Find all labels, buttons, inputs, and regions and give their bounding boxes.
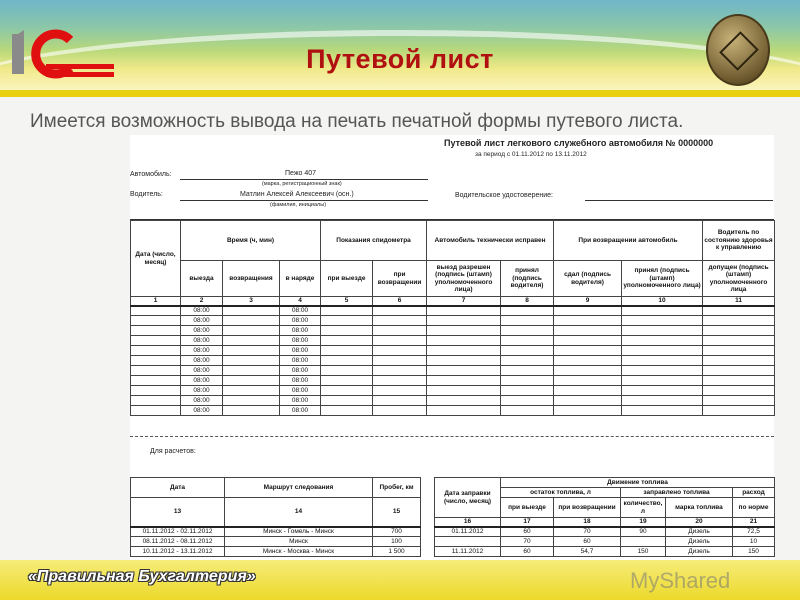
time-cell: 08:00 [181, 316, 223, 326]
subheader: по норме [733, 498, 775, 518]
time-cell: 08:00 [280, 316, 321, 326]
fuel-cell: 01.11.2012 [435, 527, 501, 537]
table-row [435, 527, 775, 537]
empty-cell [554, 366, 622, 376]
column-number: 5 [321, 297, 373, 306]
empty-cell [703, 396, 775, 406]
empty-cell [622, 406, 703, 416]
fuel-cell: 10 [733, 537, 775, 547]
empty-cell [501, 336, 554, 346]
column-number: 19 [621, 518, 666, 527]
empty-cell [501, 326, 554, 336]
column-number: 9 [554, 297, 622, 306]
empty-cell [373, 306, 427, 316]
empty-cell [373, 406, 427, 416]
time-cell: 08:00 [280, 396, 321, 406]
empty-cell [554, 306, 622, 316]
license-label: Водительское удостоверение: [455, 192, 553, 199]
time-cell: 08:00 [181, 356, 223, 366]
empty-cell [703, 406, 775, 416]
empty-cell [622, 396, 703, 406]
fuel-cell: 11.11.2012 [435, 547, 501, 557]
time-cell: 08:00 [181, 396, 223, 406]
fuel-cell: 54,7 [554, 547, 621, 557]
empty-cell [131, 306, 181, 316]
driver-label: Водитель: [130, 191, 163, 198]
car-hint: (марка, регистрационный знак) [262, 181, 342, 187]
route-cell: 1 500 [373, 547, 421, 557]
subheader: принял (подпись водителя) [501, 261, 554, 297]
subheader: при возвращении [373, 261, 427, 297]
empty-cell [622, 306, 703, 316]
table-row [131, 346, 775, 356]
subheader: возвращения [223, 261, 280, 297]
time-cell: 08:00 [181, 366, 223, 376]
empty-cell [373, 396, 427, 406]
route-header: Маршрут следования [225, 478, 373, 498]
empty-cell [501, 356, 554, 366]
empty-cell [223, 386, 280, 396]
empty-cell [131, 336, 181, 346]
empty-cell [131, 386, 181, 396]
time-cell: 08:00 [181, 336, 223, 346]
fuel-cell: 150 [621, 547, 666, 557]
column-number: 10 [622, 297, 703, 306]
empty-cell [321, 346, 373, 356]
empty-cell [321, 316, 373, 326]
empty-cell [131, 366, 181, 376]
empty-cell [373, 316, 427, 326]
empty-cell [131, 396, 181, 406]
route-cell: 10.11.2012 - 13.11.2012 [131, 547, 225, 557]
empty-cell [703, 386, 775, 396]
lead-text: Имеется возможность вывода на печать печатной формы путевого листа. [30, 111, 684, 132]
empty-cell [321, 306, 373, 316]
route-cell: 700 [373, 527, 421, 537]
fuel-cell: 70 [501, 537, 554, 547]
empty-cell [321, 396, 373, 406]
empty-cell [373, 326, 427, 336]
empty-cell [321, 386, 373, 396]
empty-cell [622, 386, 703, 396]
subheader: допущен (подпись (штамп) уполномоченного лица [703, 261, 775, 297]
table-row [131, 336, 775, 346]
column-number: 6 [373, 297, 427, 306]
empty-cell [427, 306, 501, 316]
empty-cell [622, 326, 703, 336]
time-cell: 08:00 [181, 346, 223, 356]
calc-label: Для расчетов: [150, 448, 196, 455]
subheader: в наряде [280, 261, 321, 297]
empty-cell [501, 366, 554, 376]
car-label: Автомобиль: [130, 171, 172, 178]
empty-cell [373, 376, 427, 386]
column-number: 14 [225, 498, 373, 527]
empty-cell [554, 406, 622, 416]
empty-cell [131, 406, 181, 416]
table-row [131, 326, 775, 336]
route-cell: Минск [225, 537, 373, 547]
column-number: 8 [501, 297, 554, 306]
empty-cell [622, 366, 703, 376]
subheader: выезда [181, 261, 223, 297]
empty-cell [554, 316, 622, 326]
empty-cell [554, 346, 622, 356]
table-row [131, 527, 421, 537]
empty-cell [373, 366, 427, 376]
fuel-cell: 60 [501, 547, 554, 557]
route-cell: 01.11.2012 - 02.11.2012 [131, 527, 225, 537]
table-row [131, 376, 775, 386]
time-cell: 08:00 [181, 326, 223, 336]
empty-cell [131, 376, 181, 386]
empty-cell [703, 346, 775, 356]
empty-cell [554, 356, 622, 366]
time-cell: 08:00 [280, 346, 321, 356]
doc-heading: Путевой лист легкового служебного автомобиля № 0000000 [444, 138, 714, 148]
empty-cell [501, 406, 554, 416]
header-refuel-date: Дата заправки (число, месяц) [435, 478, 501, 518]
empty-cell [703, 336, 775, 346]
table-row [131, 316, 775, 326]
empty-cell [501, 376, 554, 386]
column-number: 7 [427, 297, 501, 306]
empty-cell [622, 376, 703, 386]
header-speedometer: Показания спидометра [321, 221, 427, 261]
subheader: количество, л [621, 498, 666, 518]
column-number: 16 [435, 518, 501, 527]
watermark: MyShared [630, 568, 731, 593]
empty-cell [501, 306, 554, 316]
empty-cell [427, 316, 501, 326]
footer-brand: «Правильная Бухгалтерия» [28, 568, 256, 585]
column-number: 3 [223, 297, 280, 306]
header-return: При возвращении автомобиль [554, 221, 703, 261]
empty-cell [554, 376, 622, 386]
empty-cell [427, 386, 501, 396]
empty-cell [622, 346, 703, 356]
empty-cell [622, 356, 703, 366]
fuel-cell: 60 [501, 527, 554, 537]
subheader: сдал (подпись водителя) [554, 261, 622, 297]
fuel-cell [621, 537, 666, 547]
fuel-cell: 90 [621, 527, 666, 537]
header-time: Время (ч, мин) [181, 221, 321, 261]
empty-cell [554, 336, 622, 346]
route-header: Дата [131, 478, 225, 498]
empty-cell [703, 356, 775, 366]
header-fuel-rest: остаток топлива, л [501, 488, 621, 498]
empty-cell [427, 366, 501, 376]
fuel-table [434, 477, 775, 557]
empty-cell [622, 336, 703, 346]
empty-cell [427, 326, 501, 336]
empty-cell [427, 376, 501, 386]
empty-cell [554, 396, 622, 406]
main-table [130, 220, 775, 416]
column-number: 20 [666, 518, 733, 527]
empty-cell [321, 366, 373, 376]
empty-cell [223, 366, 280, 376]
empty-cell [223, 316, 280, 326]
subheader: при выезде [501, 498, 554, 518]
column-number: 15 [373, 498, 421, 527]
empty-cell [373, 386, 427, 396]
table-row [131, 386, 775, 396]
empty-cell [223, 376, 280, 386]
empty-cell [373, 346, 427, 356]
column-number: 17 [501, 518, 554, 527]
emblem-coin-icon [706, 14, 770, 86]
subheader: при возвращении [554, 498, 621, 518]
time-cell: 08:00 [181, 376, 223, 386]
empty-cell [427, 406, 501, 416]
route-cell: 08.11.2012 - 08.11.2012 [131, 537, 225, 547]
column-number: 1 [131, 297, 181, 306]
time-cell: 08:00 [181, 386, 223, 396]
fuel-cell: Дизель [666, 547, 733, 557]
table-row [131, 406, 775, 416]
subheader: при выезде [321, 261, 373, 297]
empty-cell [554, 326, 622, 336]
empty-cell [703, 366, 775, 376]
table-row [131, 306, 775, 316]
route-table [130, 477, 421, 557]
driver-value: Матлин Алексей Алексеевич (осн.) [240, 191, 354, 198]
time-cell: 08:00 [181, 306, 223, 316]
column-number: 18 [554, 518, 621, 527]
column-number: 13 [131, 498, 225, 527]
empty-cell [223, 326, 280, 336]
time-cell: 08:00 [181, 406, 223, 416]
route-cell: Минск - Москва - Минск [225, 547, 373, 557]
time-cell: 08:00 [280, 406, 321, 416]
empty-cell [427, 346, 501, 356]
column-number: 21 [733, 518, 775, 527]
table-row [131, 356, 775, 366]
empty-cell [373, 356, 427, 366]
empty-cell [321, 326, 373, 336]
route-cell: Минск - Гомель - Минск [225, 527, 373, 537]
empty-cell [223, 336, 280, 346]
empty-cell [223, 346, 280, 356]
empty-cell [703, 376, 775, 386]
empty-cell [427, 396, 501, 406]
time-cell: 08:00 [280, 336, 321, 346]
header-date: Дата (число, месяц) [131, 221, 181, 297]
empty-cell [501, 396, 554, 406]
empty-cell [554, 386, 622, 396]
time-cell: 08:00 [280, 366, 321, 376]
empty-cell [223, 356, 280, 366]
header-health: Водитель по состоянию здоровья к управлению [703, 221, 775, 261]
empty-cell [373, 336, 427, 346]
fuel-cell: 72,5 [733, 527, 775, 537]
header-fuel-movement: Движение топлива [501, 478, 775, 488]
empty-cell [427, 356, 501, 366]
empty-cell [703, 326, 775, 336]
fuel-cell: 70 [554, 527, 621, 537]
empty-cell [223, 306, 280, 316]
empty-cell [321, 376, 373, 386]
table-row [131, 537, 421, 547]
fuel-cell [435, 537, 501, 547]
empty-cell [131, 346, 181, 356]
slide-title: Путевой лист [306, 44, 494, 74]
time-cell: 08:00 [280, 326, 321, 336]
empty-cell [501, 386, 554, 396]
empty-cell [321, 356, 373, 366]
empty-cell [703, 316, 775, 326]
table-row [131, 547, 421, 557]
table-row [131, 396, 775, 406]
subheader: принял (подпись (штамп) уполномоченного лица) [622, 261, 703, 297]
column-number: 4 [280, 297, 321, 306]
empty-cell [131, 316, 181, 326]
header-fuel-filled: заправлено топлива [621, 488, 733, 498]
time-cell: 08:00 [280, 356, 321, 366]
route-header: Пробег, км [373, 478, 421, 498]
empty-cell [321, 406, 373, 416]
table-row [131, 366, 775, 376]
table-row [435, 547, 775, 557]
route-cell: 100 [373, 537, 421, 547]
driver-hint: (фамилия, инициалы) [270, 202, 327, 208]
empty-cell [223, 396, 280, 406]
table-row [435, 537, 775, 547]
column-number: 2 [181, 297, 223, 306]
subheader: выезд разрешен (подпись (штамп) уполномоченного лица) [427, 261, 501, 297]
column-number: 11 [703, 297, 775, 306]
empty-cell [131, 326, 181, 336]
empty-cell [427, 336, 501, 346]
empty-cell [223, 406, 280, 416]
header-stripe [0, 90, 800, 97]
time-cell: 08:00 [280, 386, 321, 396]
header-fuel-consumption: расход [733, 488, 775, 498]
car-value: Пежо 407 [285, 170, 317, 177]
header-tech: Автомобиль технически исправен [427, 221, 554, 261]
empty-cell [501, 316, 554, 326]
empty-cell [321, 336, 373, 346]
subheader: марка топлива [666, 498, 733, 518]
time-cell: 08:00 [280, 376, 321, 386]
time-cell: 08:00 [280, 306, 321, 316]
fuel-cell: Дизель [666, 537, 733, 547]
fuel-cell: Дизель [666, 527, 733, 537]
empty-cell [703, 306, 775, 316]
empty-cell [501, 346, 554, 356]
empty-cell [622, 316, 703, 326]
fuel-cell: 60 [554, 537, 621, 547]
fuel-cell: 150 [733, 547, 775, 557]
empty-cell [131, 356, 181, 366]
doc-period: за период с 01.11.2012 по 13.11.2012 [475, 151, 587, 158]
